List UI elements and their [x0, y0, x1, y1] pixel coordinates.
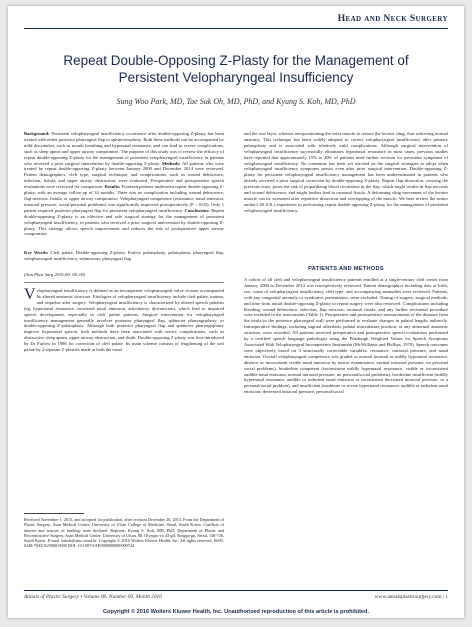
keywords-text: Cleft palate, Double-opposing Z-plasty, Furlow palatoplasty, palatoplasty, pharyngeal flap, velopharyngeal insufficiency, submucous, pharyngeal flap [24, 250, 225, 261]
keywords-label: Key Words: [24, 250, 49, 255]
header-rule [24, 28, 448, 29]
abstract [24, 131, 224, 237]
abstract-divider [24, 282, 224, 283]
title-line-1: Repeat Double-Opposing Z-Plasty for the Management of [63, 53, 409, 68]
page-footer [24, 594, 448, 600]
abstract-conclusions: Repeat double-opposing Z-plasty is an effective and safe surgical strategy for the management of persistent velopharyngeal insufficiency, in patients who received a prior surgical intervention by double-opposing Z-plasty. This strategy allows speech improvement and reduces the risk of postoperative upper airway compromise. [24, 207, 224, 237]
intro-continued: and the oral layer, whereas retropositioning the velar muscle to restore the levator sling, thus achieving normal anatomy. This technique has been widely adopted to correct velopharyngeal insufficiency after primary palatoplasty and is associated with relatively mild complications. Although surgical intervention of velopharyngeal insufficiency successfully eliminates hypernasal resonance in most cases, previous studies have reported that approximately 15% to 20% of patients need further revision for persistent symptoms of velopharyngeal insufficiency. No consensus has been yet reached on the surgical strategies to adopt when velopharyngeal insufficiency symptoms persist even after prior surgical intervention. Double-opposing Z-plasty for persistent velopharyngeal insufficiency management has been underestimated in patients who already received a prior surgical correction by double-opposing Z-plasty. Repeat flap dissection, crossing the previous scars, poses the risk of jeopardizing blood circulation in the flap, which might results in flap necrosis and wound dehiscence, and might further lead to oronasal fistula. A deforming sling movement of the levator muscle can be worsened after repetitive dissection and overlapping of the muscle. We here review the senior author's (K.S.K.) experience in performing repeat double-opposing Z-plasty for the management of persistent velopharyngeal insufficiency. [244, 131, 448, 213]
title-line-2: Persistent Velopharyngeal Insufficiency [118, 70, 354, 85]
abstract-methods-label: Methods: [161, 160, 181, 166]
footer-journal: Annals of Plastic Surgery • Volume 00, Number 00, Month 2016 [24, 594, 162, 600]
footnote-rule [24, 513, 84, 514]
abstract-background-label: Background: [24, 131, 50, 136]
abstract-methods: All patients who were treated by repeat double-opposing Z-plasty between January 2000 and December 2014 were reviewed. Patient demographics, cleft type, surgical technique, and complications, such as wound dehiscence, infection, fistula, and upper airway obstruction, were evaluated. Preoperative and postoperative speech evaluations were reviewed for comparison. [24, 160, 224, 190]
methods-body: A cohort of all cleft and velopharyngeal insufficiency patients enrolled at a single-tertiary cleft center from January 2000 to December 2014 was retrospectively reviewed. Patient demographics including date of birth, sex, cause of velopharyngeal insufficiency, cleft type, and accompanying anomalies were reviewed. Patients, with any congenital anomaly or syndromic presentation, were excluded. Timing of surgery, surgical methods, and time from initial double-opposing Z-plasty to repeat surgery were also reviewed. Complications including bleeding, wound dehiscence, infection, flap necrosis, oronasal fistula, and any further revisional procedure were included in the assessments (Table 1). Preoperative and postoperative measurements of the distance from the uvula to the posterior pharyngeal wall were performed to evaluate changes in palatal lengths indirectly. Intraoperative findings, including sagittal afterslash, palatal musculature position, or any abnormal anatomic structure, were recorded. All patients received preoperative and postoperative speech evaluations performed by a certified speech language pathologist using the Pittsburgh Weighted Values for Speech Symptoms Associated With Velopharyngeal Incompetence Instrument (McWilliams and Phillips, 1979). Speech outcomes were objectively based on 3 structurally correctable variables: resonance, intraoral pressure, and nasal emission. Overall velopharyngeal competence was graded as normal (normal or mildly hyponasal resonance, absence or inconsistent visible nasal emission by mirror examination, normal intraoral pressure, no personal social problems), borderline competent (inconsistent mildly hypernasal resonance, visible or inconsistent audible nasal emission, normal intraoral pressure, no personal/social problems), borderline insufficient (mildly hypernasal resonance, audible or turbulent nasal emission or inconsistent decreased intraoral pressure, or a personal/social problem), and insufficient (moderate or severe hypernasal resonance, audible or turbulent nasal emission, decreased intraoral pressure, personal/social [244, 277, 448, 395]
section-heading: PATIENTS AND METHODS [308, 266, 384, 272]
footer-right: www.annalsplasticsurgery.com | 1 [374, 594, 448, 600]
intro-text: elopharyngeal insufficiency is defined as an incompetent velopharyngeal valve closure accompanied by altered anatomic structure. Etiologies of velopharyngeal insufficiency include cleft palate, trauma, and sequelae after surgery. Velopharyngeal insufficiency is characterized by altered speech patterns (eg, hypernasal resonance, increased nasal emission, articulatory dysfunction), which lead to impaired speech development, especially in cleft palate patients. Surgical intervention for velopharyngeal insufficiency management generally involves posterior pharyngeal flap, sphincter pharyngoplasty, or double-opposing Z-palatoplasty. Although both posterior pharyngeal flap and sphincter pharyngoplasty improve hypernasal speech, both methods have been associated with severe complications, such as obstructive sleep apnea, upper airway obstruction, and death. Double-opposing Z-plasty was first introduced by Dr Furlow in 1986 for correction of cleft palate. Its main scheme consists of lengthening of the soft palate by 2 separate Z-plasties made at both the nasal [24, 288, 224, 353]
copyright-notice: Copyright © 2016 Wolters Kluwer Health, Inc. Unauthorized reproduction of this article is prohibited. [102, 609, 370, 615]
footer-url[interactable]: www.annalsplasticsurgery.com [374, 594, 442, 600]
abstract-background: Persistent velopharyngeal insufficiency occurrence after double-opposing Z-plasty has been treated with either posterior pharyngeal flap or sphincteroplasty. Both these methods can be accompanied by mild discomfort, such as mouth breathing and hyponasal resonance, and can lead to severe complications, such as sleep apnea and upper airway compromise. The purpose of this study was to review the efficacy of repeat double-opposing Z-plasty for the management of persistent velopharyngeal insufficiency in patients who received a prior surgical intervention by double-opposing Z-plasty. [24, 131, 224, 166]
article-title [26, 52, 446, 86]
journal-citation: (Ann Plast Surg 2016;00: 00–00) [24, 272, 86, 277]
footnotes: Received November 1, 2015, and accepted for publication, after revision December 26, 2015. From the Department of Plastic Surgery, Asan Medical Center, University of Ulsan College of Medicine, Seoul, South Korea. Conflicts of interest and sources of funding: none declared. Reprints: Kyung S. Koh, MD, PhD, Department of Plastic and Reconstructive Surgery, Asan Medical Center, University of Ulsan, 88, Olympic-ro 43-gil, Songpa-gu, Seoul, 138-736, South Korea. E-mail: kskoh@amc.seoul.kr. Copyright © 2016 Wolters Kluwer Health, Inc. All rights reserved. ISSN: 0148-7043/16/0000-0000 DOI: 10.1097/SAP.0000000000000744 [24, 517, 224, 549]
page-number: 1 [445, 594, 448, 600]
intro-paragraph [24, 288, 224, 353]
running-head: Head and Neck Surgery [337, 14, 448, 24]
author-list: Sung Woo Park, MD, Tae Suk Oh, MD, PhD, and Kyung S. Koh, MD, PhD [116, 97, 356, 106]
keywords [24, 250, 224, 262]
abstract-results: Fourteen patients underwent repeat double-opposing Z-plasty, with an average follow-up of 34 months. There was no complication including wound dehiscence, flap necrosis, fistula, or upper airway compromise. Velopharyngeal competence (resonance, nasal emission, intraoral pressure, social/personal problems) was significantly improved postoperatively (P < 0.05). Only 1 patient required posterior pharyngeal flap for persistent velopharyngeal insufficiency. [24, 184, 225, 213]
footer-rule [24, 590, 448, 591]
article-page [8, 6, 464, 618]
drop-cap: V [24, 286, 36, 303]
abstract-conclusions-label: Conclusions: [184, 207, 210, 213]
abstract-results-label: Results: [104, 184, 121, 190]
